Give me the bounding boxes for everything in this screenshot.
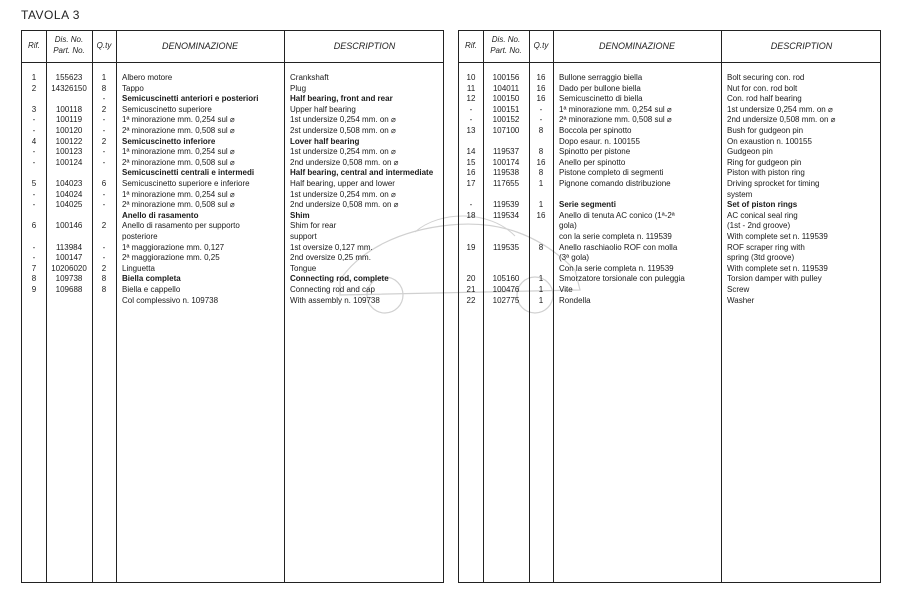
row-denominazione: 2ª minorazione mm. 0,508 sul ⌀	[122, 200, 235, 210]
row-qty: -	[539, 115, 543, 125]
row-description: 2nd undersize 0,508 mm. on ⌀	[290, 200, 399, 210]
row-rif: 10	[466, 73, 476, 82]
row-qty: 16	[536, 94, 546, 104]
table-row	[459, 221, 880, 231]
header-rif: Rif.	[28, 41, 40, 50]
table-row	[459, 296, 880, 306]
row-part-no: 100123	[55, 147, 83, 157]
row-rif: -	[32, 253, 36, 263]
row-part-no: 100174	[492, 157, 520, 167]
row-qty: -	[102, 189, 106, 199]
table-row	[459, 126, 880, 136]
row-rif: 9	[31, 285, 37, 294]
table-row	[459, 211, 880, 221]
parts-table-left	[21, 30, 444, 583]
table-row	[22, 274, 443, 284]
row-rif: 17	[466, 179, 476, 188]
row-denominazione: Con la serie completa n. 119539	[559, 263, 674, 273]
row-qty: 8	[101, 83, 107, 93]
row-description: Bolt securing con. rod	[727, 73, 805, 82]
row-qty: 8	[101, 274, 107, 284]
row-description: Screw	[727, 285, 750, 294]
row-qty: 1	[101, 73, 107, 82]
row-description: Nut for con. rod bolt	[727, 83, 798, 93]
row-denominazione: Rondella	[559, 295, 591, 305]
table-row	[22, 243, 443, 253]
row-qty: 1	[538, 295, 544, 305]
row-qty: 2	[101, 136, 107, 146]
row-description: 1st undersize 0,254 mm. on ⌀	[290, 189, 396, 199]
row-description: (1st - 2nd groove)	[727, 221, 791, 231]
row-description: Washer	[727, 295, 755, 305]
table-header	[459, 31, 880, 63]
row-qty: -	[102, 94, 106, 104]
row-denominazione: Serie segmenti	[559, 200, 616, 210]
page-title: TAVOLA 3	[21, 8, 80, 22]
row-denominazione: Pistone completo di segmenti	[559, 168, 664, 178]
table-row	[22, 221, 443, 231]
row-part-no: 104024	[55, 189, 83, 199]
row-rif: -	[32, 157, 36, 167]
row-rif: 21	[466, 285, 476, 294]
table-row	[22, 179, 443, 189]
row-description: 2nd undersize 0,508 mm. on ⌀	[727, 115, 836, 125]
row-part-no: 119537	[492, 147, 520, 157]
row-denominazione: 1ª minorazione mm. 0,254 sul ⌀	[559, 104, 672, 114]
row-qty: 8	[538, 242, 544, 252]
row-denominazione: con la serie completa n. 119539	[559, 232, 672, 241]
row-part-no: 100152	[492, 115, 520, 125]
table-row	[459, 73, 880, 83]
row-qty: -	[102, 115, 106, 125]
row-denominazione: Anello per spinotto	[559, 157, 626, 167]
row-qty: 2	[101, 221, 107, 231]
row-denominazione: Dado per bullone biella	[559, 83, 641, 93]
row-description: Con. rod half bearing	[727, 94, 802, 104]
table-row	[459, 232, 880, 242]
table-row	[22, 105, 443, 115]
table-row	[459, 190, 880, 200]
row-description: Half bearing, front and rear	[290, 94, 393, 104]
row-qty: -	[102, 126, 106, 135]
table-row	[22, 211, 443, 221]
row-description: Lover half bearing	[290, 136, 360, 146]
header-description: DESCRIPTION	[333, 41, 396, 51]
row-part-no: 117655	[492, 179, 520, 188]
header-denominazione: DENOMINAZIONE	[598, 41, 675, 51]
row-description: ROF scraper ring with	[727, 242, 805, 252]
header-dis-no: Dis. No.	[491, 35, 521, 44]
table-row	[459, 168, 880, 178]
table-row	[22, 200, 443, 210]
row-rif: 5	[31, 179, 37, 188]
row-part-no: 100476	[492, 285, 520, 294]
row-part-no: 102775	[492, 295, 520, 305]
row-qty: 1	[538, 179, 544, 188]
row-denominazione: Semicuscinetto superiore	[122, 104, 212, 114]
header-dis-no: Dis. No.	[54, 35, 84, 44]
table-row	[22, 73, 443, 83]
row-rif: -	[32, 242, 36, 252]
row-description: Piston with piston ring	[727, 168, 805, 178]
row-denominazione: 1ª maggiorazione mm. 0,127	[122, 242, 225, 252]
row-description: Driving sprocket for timing	[727, 179, 820, 188]
row-rif: 4	[31, 136, 37, 146]
row-description: Gudgeon pin	[727, 147, 773, 157]
row-qty: 2	[101, 104, 107, 114]
row-rif: 1	[31, 73, 37, 82]
row-qty: -	[102, 147, 106, 157]
row-description: Tongue	[290, 263, 317, 273]
table-row	[459, 94, 880, 104]
table-row	[22, 190, 443, 200]
row-description: Half bearing, central and intermediate	[290, 168, 434, 178]
row-qty: 8	[101, 285, 107, 294]
row-part-no: 100146	[55, 221, 83, 231]
table-row	[22, 94, 443, 104]
row-qty: 16	[536, 73, 546, 82]
parts-table-right	[458, 30, 881, 583]
table-row	[22, 137, 443, 147]
table-row	[22, 285, 443, 295]
table-row	[22, 264, 443, 274]
row-denominazione: Semicuscinetti centrali e intermedi	[122, 168, 255, 178]
table-row	[459, 147, 880, 157]
table-row	[22, 147, 443, 157]
row-rif: -	[469, 104, 473, 114]
row-part-no: 109688	[55, 285, 83, 294]
row-part-no: 104023	[55, 179, 83, 188]
table-row	[459, 285, 880, 295]
table-row	[459, 158, 880, 168]
row-description: 1st undersize 0,254 mm. on ⌀	[727, 104, 833, 114]
row-part-no: 104011	[492, 83, 520, 93]
row-description: 1st oversize 0,127 mm.	[290, 242, 373, 252]
row-rif: 16	[466, 168, 476, 178]
row-rif: 6	[31, 221, 37, 231]
row-part-no: 119535	[492, 242, 520, 252]
row-description: Upper half bearing	[290, 104, 356, 114]
row-denominazione: Spinotto per pistone	[559, 147, 631, 157]
row-denominazione: Semicuscinetto inferiore	[122, 136, 216, 146]
row-denominazione: Dopo esaur. n. 100155	[559, 136, 640, 146]
row-qty: 8	[538, 147, 544, 157]
row-denominazione: Col complessivo n. 109738	[122, 295, 219, 305]
table-header	[22, 31, 443, 63]
row-qty: -	[102, 242, 106, 252]
row-rif: 11	[466, 83, 476, 93]
row-part-no: 155623	[55, 73, 83, 82]
row-denominazione: Albero motore	[122, 73, 173, 82]
row-denominazione: Anello di tenuta AC conico (1ª-2ª	[559, 210, 675, 220]
row-denominazione: Anello di rasamento	[122, 210, 199, 220]
row-denominazione: 2ª minorazione mm. 0,508 sul ⌀	[122, 126, 235, 135]
row-rif: 12	[466, 94, 476, 104]
row-qty: 8	[538, 126, 544, 135]
row-part-no: 105160	[492, 274, 520, 284]
row-qty: 1	[538, 274, 544, 284]
table-row	[22, 232, 443, 242]
row-qty: 16	[536, 157, 546, 167]
table-row	[22, 296, 443, 306]
row-description: Half bearing, upper and lower	[290, 179, 395, 188]
row-description: support	[290, 232, 317, 241]
row-rif: 13	[466, 126, 476, 135]
row-rif: -	[469, 115, 473, 125]
row-rif: 19	[466, 242, 476, 252]
row-denominazione: (3ª gola)	[559, 253, 590, 263]
row-rif: -	[32, 147, 36, 157]
table-row	[22, 115, 443, 125]
table-row	[459, 84, 880, 94]
row-rif: -	[32, 115, 36, 125]
header-part-no: Part. No.	[53, 46, 85, 55]
row-denominazione: Semicuscinetto superiore e inferiore	[122, 179, 250, 188]
row-description: Shim for rear	[290, 221, 337, 231]
row-denominazione: gola)	[559, 221, 577, 231]
row-description: Connecting rod, complete	[290, 274, 389, 284]
row-denominazione: posteriore	[122, 232, 158, 241]
row-part-no: 14326150	[51, 83, 87, 93]
row-description: Torsion damper with pulley	[727, 274, 822, 284]
table-row	[459, 137, 880, 147]
table-row	[459, 200, 880, 210]
table-row	[22, 158, 443, 168]
row-denominazione: Linguetta	[122, 263, 155, 273]
row-part-no: 107100	[492, 126, 520, 135]
row-rif: 15	[466, 157, 476, 167]
row-part-no: 100151	[492, 104, 520, 114]
row-qty: 6	[101, 179, 107, 188]
row-part-no: 100118	[55, 104, 83, 114]
row-part-no: 113984	[55, 242, 83, 252]
row-part-no: 100156	[492, 73, 520, 82]
row-rif: -	[32, 189, 36, 199]
row-part-no: 119539	[492, 200, 520, 210]
row-denominazione: 2ª minorazione mm. 0,508 sul ⌀	[559, 115, 672, 125]
row-denominazione: Tappo	[122, 83, 144, 93]
row-description: Ring for gudgeon pin	[727, 157, 802, 167]
row-description: With complete set n. 119539	[727, 232, 828, 241]
row-part-no: 100120	[55, 126, 83, 135]
row-description: Shim	[290, 210, 310, 220]
row-description: Set of piston rings	[727, 200, 798, 210]
row-part-no: 10206020	[51, 263, 87, 273]
row-rif: 2	[31, 83, 37, 93]
row-description: Connecting rod and cap	[290, 285, 375, 294]
row-rif: 7	[31, 263, 37, 273]
row-denominazione: Vite	[559, 285, 573, 294]
row-qty: 1	[538, 200, 544, 210]
row-part-no: 109738	[55, 274, 83, 284]
header-qty: Q.ty	[533, 41, 549, 50]
row-qty: 8	[538, 168, 544, 178]
row-description: Crankshaft	[290, 73, 329, 82]
row-rif: 8	[31, 274, 37, 284]
header-qty: Q.ty	[96, 41, 112, 50]
row-qty: -	[102, 157, 106, 167]
row-qty: 16	[536, 83, 546, 93]
row-part-no: 100122	[55, 136, 83, 146]
table-row	[459, 274, 880, 284]
row-denominazione: Boccola per spinotto	[559, 126, 632, 135]
table-row	[22, 253, 443, 263]
row-denominazione: Bullone serraggio biella	[559, 73, 643, 82]
row-qty: -	[102, 253, 106, 263]
row-rif: 22	[466, 295, 476, 305]
row-denominazione: 1ª minorazione mm. 0,254 sul ⌀	[122, 115, 235, 125]
row-denominazione: 2ª minorazione mm. 0,508 sul ⌀	[122, 157, 235, 167]
row-rif: -	[32, 200, 36, 210]
header-rif: Rif.	[465, 41, 477, 50]
table-row	[22, 84, 443, 94]
row-description: 2st undersize 0,508 mm. on ⌀	[290, 126, 396, 135]
row-part-no: 119534	[492, 210, 520, 220]
row-denominazione: Biella e cappello	[122, 285, 181, 294]
row-qty: 16	[536, 210, 546, 220]
row-qty: 2	[101, 263, 107, 273]
row-description: spring (3td groove)	[727, 253, 795, 263]
row-qty: 1	[538, 285, 544, 294]
row-rif: 3	[31, 104, 37, 114]
table-row	[459, 243, 880, 253]
header-part-no: Part. No.	[490, 46, 522, 55]
row-description: 1st undersize 0,254 mm. on ⌀	[290, 147, 396, 157]
row-denominazione: Biella completa	[122, 274, 181, 284]
header-description: DESCRIPTION	[770, 41, 833, 51]
row-denominazione: Pignone comando distribuzione	[559, 179, 671, 188]
table-row	[459, 115, 880, 125]
row-description: 2nd undersize 0,508 mm. on ⌀	[290, 157, 399, 167]
row-part-no: 100150	[492, 94, 520, 104]
row-rif: -	[469, 200, 473, 210]
row-part-no: 100119	[55, 115, 83, 125]
header-denominazione: DENOMINAZIONE	[161, 41, 238, 51]
table-row	[459, 253, 880, 263]
row-denominazione: Semicuscinetto di biella	[559, 94, 643, 104]
row-denominazione: Smorzatore torsionale con puleggia	[559, 274, 685, 284]
row-description: With complete set n. 119539	[727, 263, 828, 273]
row-description: 1st undersize 0,254 mm. on ⌀	[290, 115, 396, 125]
row-description: 2nd oversize 0,25 mm.	[290, 253, 371, 263]
row-description: Bush for gudgeon pin	[727, 126, 804, 135]
row-qty: -	[102, 200, 106, 210]
row-rif: -	[32, 126, 36, 135]
row-description: On exaustion n. 100155	[727, 136, 812, 146]
row-part-no: 100147	[55, 253, 83, 263]
row-rif: 18	[466, 210, 476, 220]
row-denominazione: 1ª minorazione mm. 0,254 sul ⌀	[122, 147, 235, 157]
row-rif: 14	[466, 147, 476, 157]
row-rif: 20	[466, 274, 476, 284]
row-part-no: 104025	[55, 200, 83, 210]
row-denominazione: 1ª minorazione mm. 0,254 sul ⌀	[122, 189, 235, 199]
row-part-no: 100124	[55, 157, 83, 167]
row-denominazione: Anello raschiaolio ROF con molla	[559, 242, 678, 252]
row-description: With assembly n. 109738	[290, 295, 380, 305]
row-denominazione: Anello di rasamento per supporto	[122, 221, 240, 231]
table-row	[459, 179, 880, 189]
table-row	[459, 105, 880, 115]
row-denominazione: Semicuscinetti anteriori e posteriori	[122, 94, 259, 104]
row-qty: -	[539, 104, 543, 114]
row-description: system	[727, 189, 753, 199]
table-row	[22, 126, 443, 136]
row-description: Plug	[290, 83, 307, 93]
row-denominazione: 2ª maggiorazione mm. 0,25	[122, 253, 220, 263]
row-part-no: 119538	[492, 168, 520, 178]
row-description: AC conical seal ring	[727, 210, 798, 220]
table-row	[459, 264, 880, 274]
table-row	[22, 168, 443, 178]
